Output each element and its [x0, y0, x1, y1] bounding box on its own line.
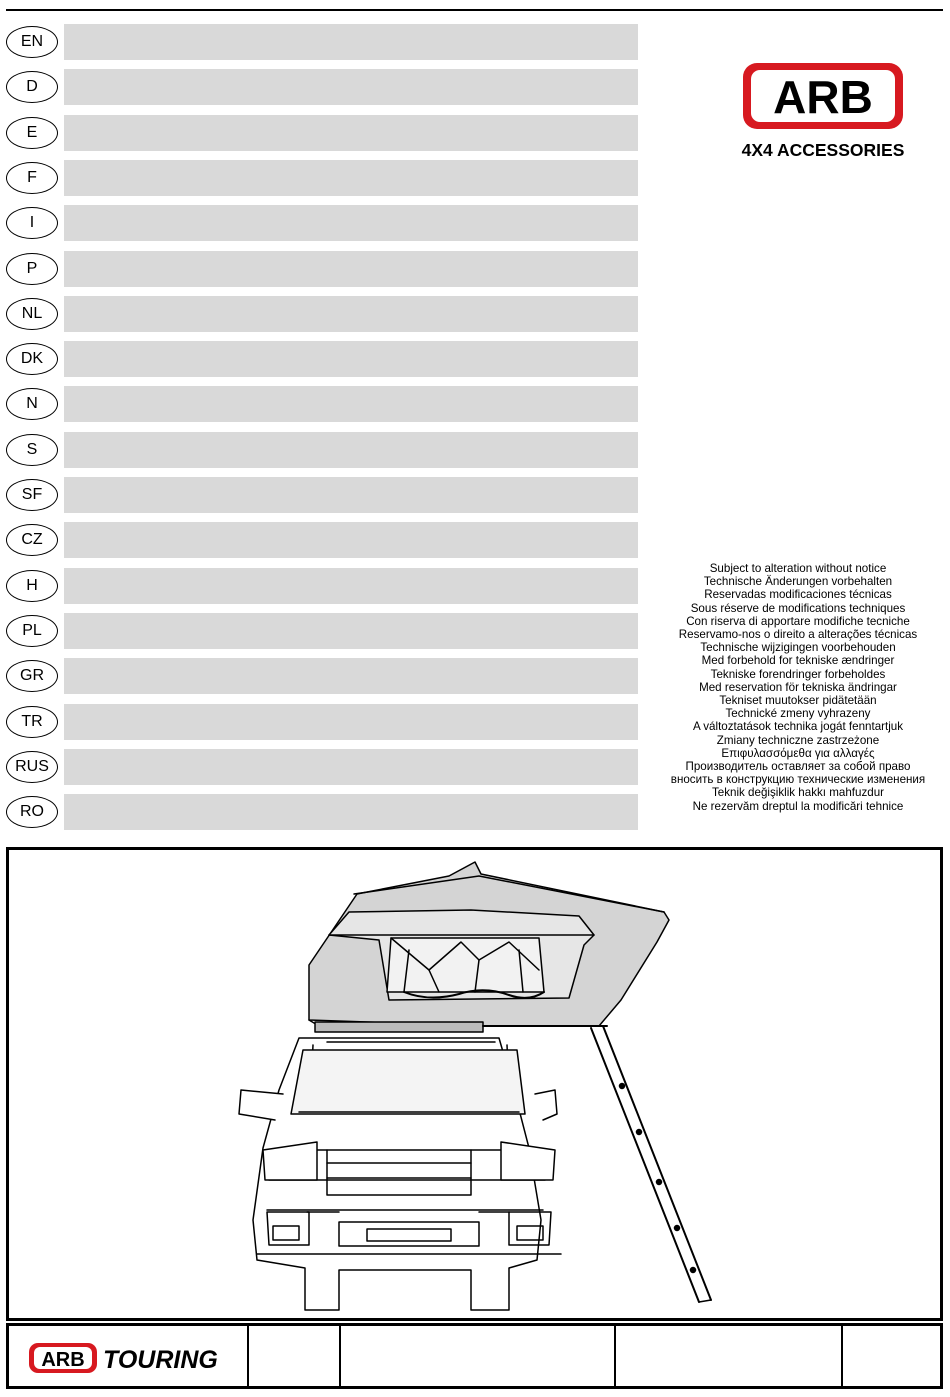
notice-line: вносить в конструкцию технические изменения: [670, 773, 926, 787]
language-text-bar: [64, 794, 638, 830]
product-illustration: [6, 847, 943, 1321]
language-text-bar: [64, 160, 638, 196]
language-code-badge: RO: [6, 796, 58, 828]
notice-line: Reservamo-nos o direito a alterações técnicas: [678, 628, 918, 642]
language-code-badge: S: [6, 434, 58, 466]
language-code-badge: P: [6, 253, 58, 285]
language-text-bar: [64, 658, 638, 694]
language-text-bar: [64, 477, 638, 513]
notice-line: Производитель оставляет за собой право: [685, 760, 911, 774]
language-code-badge: I: [6, 207, 58, 239]
language-text-bar: [64, 296, 638, 332]
notice-line: Επιφυλασσόμεθα για αλλαγές: [721, 746, 875, 760]
alteration-notice: [648, 562, 948, 813]
notice-line: Tekniset muutokser pidätetään: [719, 694, 877, 708]
language-text-bar: [64, 251, 638, 287]
notice-line: Con riserva di apportare modifiche tecniche: [686, 614, 910, 628]
notice-line: Reservadas modificaciones técnicas: [704, 588, 892, 602]
language-text-bar: [64, 69, 638, 105]
notice-line: Med reservation för tekniska ändringar: [699, 680, 897, 694]
arb-touring-logo: [27, 1340, 237, 1376]
rooftop-tent: [309, 862, 669, 1032]
footer-cell-2: [247, 1326, 249, 1386]
language-code-badge: SF: [6, 479, 58, 511]
language-code-badge: DK: [6, 343, 58, 375]
language-code-badge: E: [6, 117, 58, 149]
notice-line: Med forbehold for tekniske ændringer: [701, 654, 895, 668]
logo-tagline: 4X4 ACCESSORIES: [741, 140, 905, 160]
language-text-bar: [64, 522, 638, 558]
footer-cell-5: [841, 1326, 843, 1386]
footer-wordmark: TOURING: [103, 1346, 218, 1374]
footer-logo-text: ARB: [41, 1349, 85, 1371]
logo-text: ARB: [773, 71, 873, 123]
ladder: [591, 1026, 711, 1302]
top-rule: [6, 9, 943, 11]
notice-line: Sous réserve de modifications techniques: [690, 601, 906, 615]
language-code-badge: TR: [6, 706, 58, 738]
language-code-badge: CZ: [6, 524, 58, 556]
language-text-bar: [64, 568, 638, 604]
notice-line: Tekniske forendringer forbeholdes: [710, 667, 886, 681]
notice-line: Technické zmeny vyhrazeny: [725, 707, 871, 721]
notice-line: A változtatások technika jogát fenntartjuk: [692, 720, 904, 734]
footer-title-block: [6, 1323, 943, 1389]
notice-line: Subject to alteration without notice: [709, 562, 887, 575]
language-code-badge: PL: [6, 615, 58, 647]
language-text-bar: [64, 432, 638, 468]
notice-line: Ne rezervăm dreptul la modificări tehnice: [692, 799, 904, 813]
language-text-bar: [64, 386, 638, 422]
language-code-badge: N: [6, 388, 58, 420]
language-code-badge: NL: [6, 298, 58, 330]
notice-line: Teknik değişiklik hakkı mahfuzdur: [711, 786, 885, 800]
footer-cell-3: [339, 1326, 341, 1386]
language-text-bar: [64, 205, 638, 241]
language-text-bar: [64, 24, 638, 60]
notice-line: Zmiany techniczne zastrzeżone: [716, 733, 880, 747]
language-code-badge: RUS: [6, 751, 58, 783]
language-code-badge: F: [6, 162, 58, 194]
language-text-bar: [64, 613, 638, 649]
language-code-badge: H: [6, 570, 58, 602]
notice-line: Technische wijzigingen voorbehouden: [700, 641, 896, 655]
language-code-badge: GR: [6, 660, 58, 692]
language-code-badge: EN: [6, 26, 58, 58]
language-text-bar: [64, 115, 638, 151]
notice-line: Technische Änderungen vorbehalten: [703, 575, 893, 589]
language-text-bar: [64, 749, 638, 785]
language-code-badge: D: [6, 71, 58, 103]
footer-cell-4: [614, 1326, 616, 1386]
arb-logo: [730, 58, 915, 163]
vehicle: [239, 1038, 561, 1310]
language-text-bar: [64, 341, 638, 377]
language-text-bar: [64, 704, 638, 740]
